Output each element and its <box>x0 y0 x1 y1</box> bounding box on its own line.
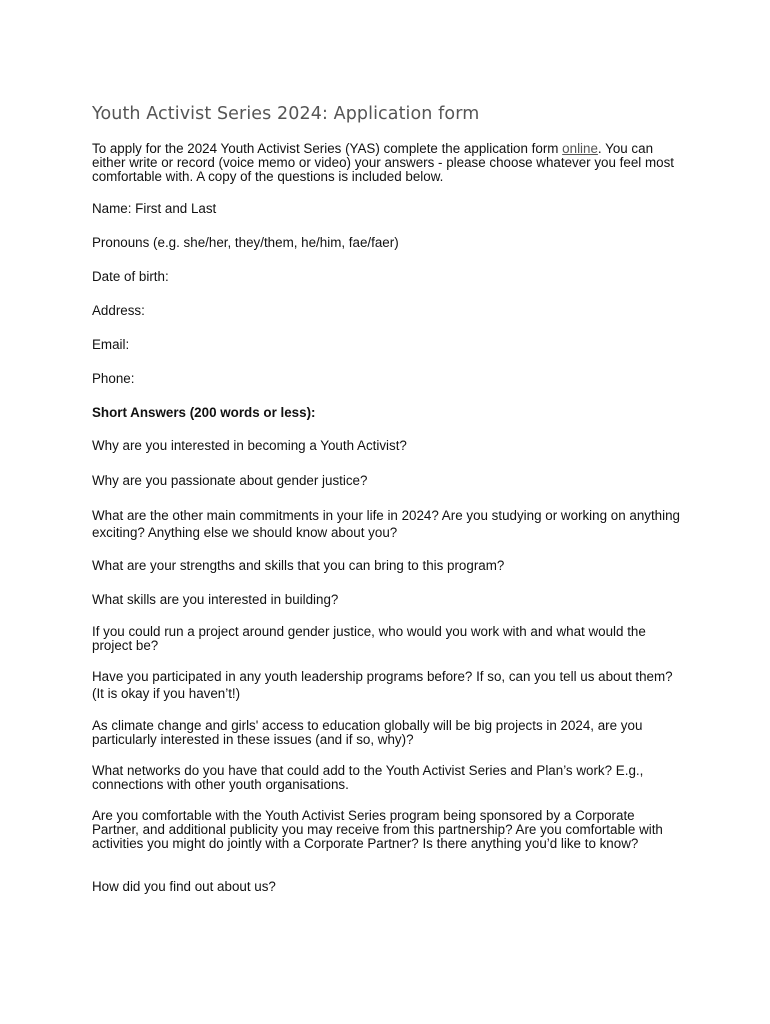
question-item: Are you comfortable with the Youth Activist Series program being sponsored by a Corporate Partner, and additional publicity you may receive from this partnership? Are you comfortable with activities you might do jointly with a Corporate Partner? Is there anything you’d like to know? <box>92 808 663 851</box>
question-item: What skills are you interested in building? <box>92 592 339 607</box>
online-form-link[interactable]: online <box>562 141 598 156</box>
question-item: As climate change and girls' access to education globally will be big projects in 2024, are you particularly interested in these issues (and if so, why)? <box>92 718 643 747</box>
field-email-label: Email: <box>92 337 130 352</box>
question-item: What are your strengths and skills that you can bring to this program? <box>92 558 505 573</box>
intro-paragraph <box>92 142 682 184</box>
question-item: How did you find out about us? <box>92 879 276 894</box>
field-address-label: Address: <box>92 303 145 318</box>
field-phone-label: Phone: <box>92 371 135 386</box>
intro-text-start: To apply for the 2024 Youth Activist Series (YAS) complete the application form <box>92 141 563 156</box>
question-item: Why are you interested in becoming a Youth Activist? <box>92 438 407 453</box>
short-answers-heading: Short Answers (200 words or less): <box>92 405 316 420</box>
question-item: What are the other main commitments in your life in 2024? Are you studying or working on anything exciting? Anything else we should know about you? <box>92 508 681 540</box>
question-item: If you could run a project around gender justice, who would you work with and what would the project be? <box>92 624 646 653</box>
field-pronouns-label: Pronouns (e.g. she/her, they/them, he/him, fae/faer) <box>92 235 399 250</box>
field-dob-label: Date of birth: <box>92 269 169 284</box>
intro-text-end: . You can either write or record (voice memo or video) your answers - please choose whatever you feel most comfortable with. A copy of the questions is included below. <box>92 141 674 184</box>
question-item: Why are you passionate about gender justice? <box>92 473 368 488</box>
question-item: Have you participated in any youth leadership programs before? If so, can you tell us about them? (It is okay if you haven’t!) <box>92 669 673 701</box>
page-title: Youth Activist Series 2024: Application form <box>92 104 480 124</box>
question-item: What networks do you have that could add to the Youth Activist Series and Plan’s work? E.g., connections with other youth organisations. <box>92 763 644 792</box>
field-name-label: Name: First and Last <box>92 201 217 216</box>
